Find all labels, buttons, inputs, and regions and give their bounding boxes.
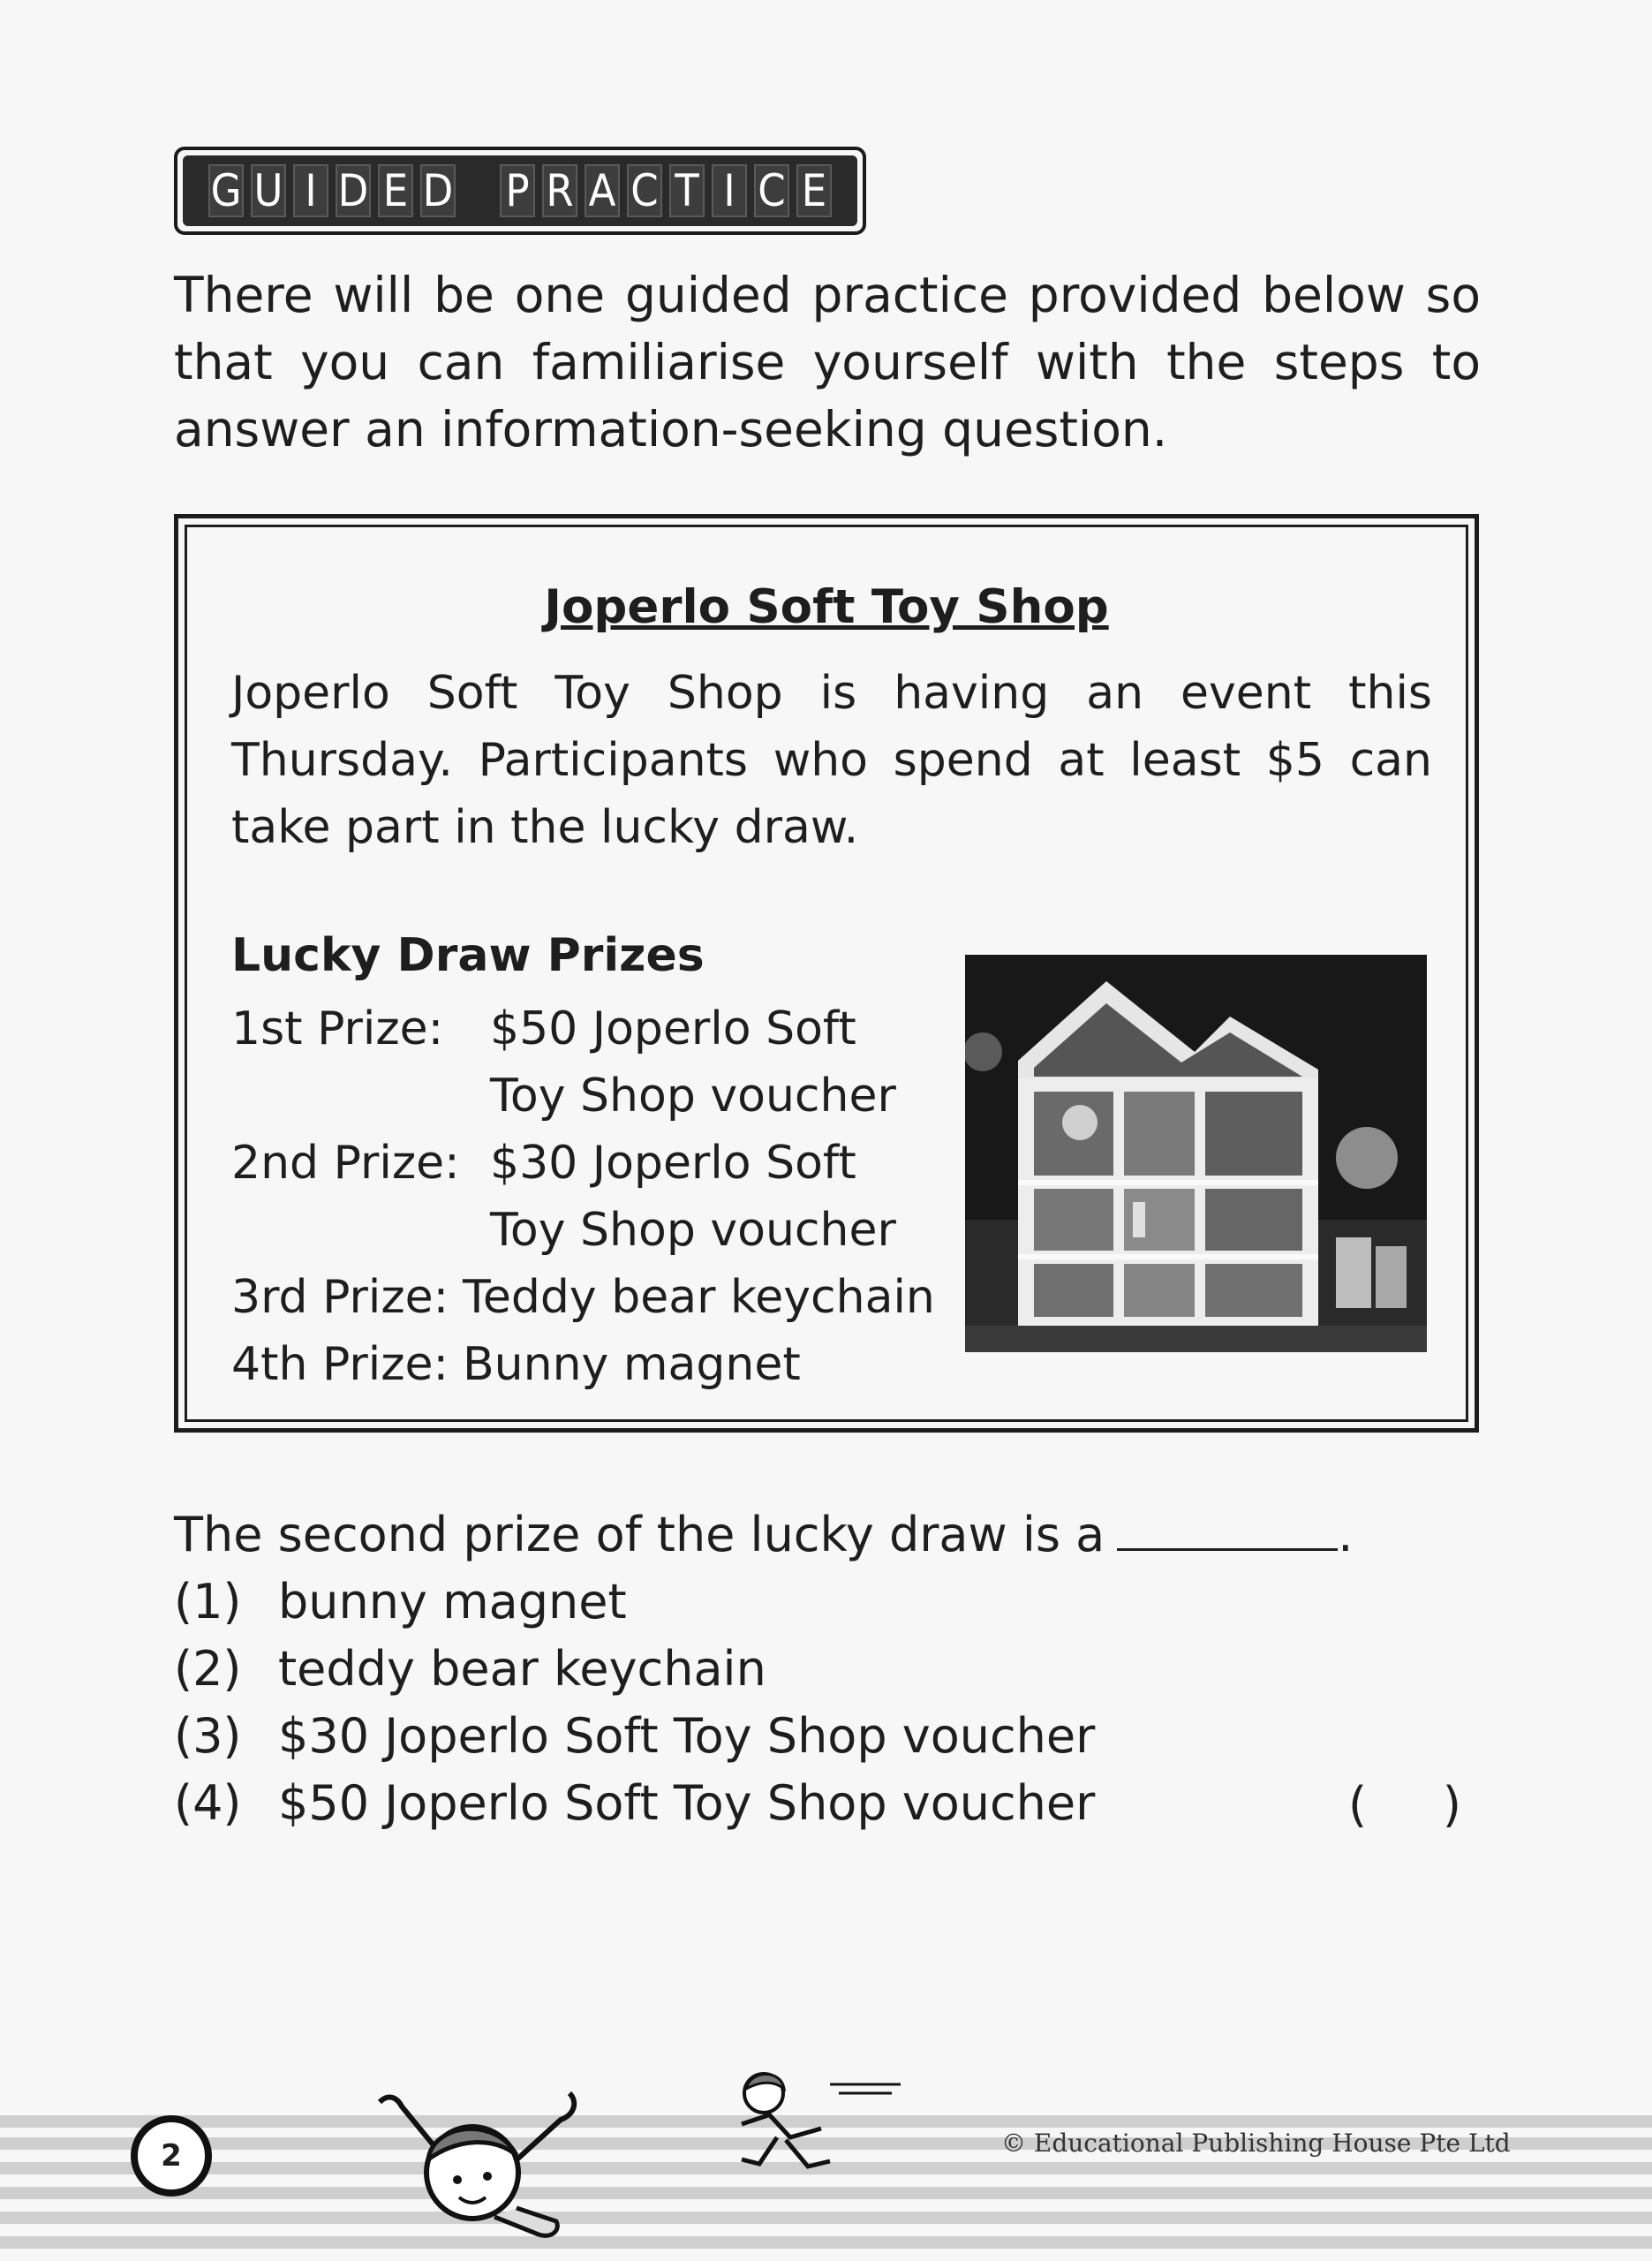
prize-label: 2nd Prize: (231, 1137, 460, 1190)
intro-paragraph: There will be one guided practice provided below so that you can familiarise yourself with the steps to answer an information-seeking question. (174, 267, 1481, 457)
banner-letter: D (420, 164, 456, 217)
banner-letter: C (627, 164, 662, 217)
prize-label: 1st Prize: (231, 1002, 444, 1055)
jumping-boy-illustration (362, 2084, 592, 2261)
option-text: $50 Joperlo Soft Toy Shop voucher (278, 1775, 1096, 1831)
option-text: bunny magnet (278, 1574, 627, 1630)
option-3 (174, 1703, 1095, 1770)
banner-letter: E (378, 164, 413, 217)
banner-letter: D (336, 164, 371, 217)
prizes-heading: Lucky Draw Prizes (231, 929, 705, 982)
option-text: teddy bear keychain (278, 1641, 766, 1697)
option-number: (4) (174, 1775, 242, 1831)
banner-letter: C (754, 164, 789, 217)
passage-paragraph: Joperlo Soft Toy Shop is having an event this Thursday. Participants who spend at least $5 can take part in the lucky draw. (231, 667, 1432, 854)
footer-stripe (0, 2187, 1652, 2199)
prize-label: 3rd Prize: (231, 1271, 449, 1324)
option-4 (174, 1770, 1095, 1837)
banner-letters (183, 155, 857, 226)
banner-letter: A (585, 164, 620, 217)
banner-letter: G (208, 164, 244, 217)
prize-text: $50 Joperlo Soft (490, 1002, 856, 1055)
banner-letter: P (500, 164, 535, 217)
option-number: (2) (174, 1641, 242, 1697)
option-2 (174, 1636, 766, 1703)
banner-letter: T (669, 164, 705, 217)
prize-label: 4th Prize: (231, 1338, 449, 1391)
page-number: 2 (131, 2115, 212, 2197)
banner-letter: E (796, 164, 832, 217)
footer-stripe (0, 2212, 1652, 2224)
prize-text: Teddy bear keychain (463, 1271, 935, 1324)
dollhouse-illustration (965, 955, 1427, 1352)
running-boy-illustration (724, 2062, 901, 2177)
option-number: (1) (174, 1574, 242, 1630)
footer-stripe (0, 2236, 1652, 2249)
prize-text: Toy Shop voucher (490, 1070, 896, 1123)
banner-letter: R (542, 164, 577, 217)
option-1 (174, 1569, 627, 1636)
prize-text: $30 Joperlo Soft (490, 1137, 856, 1190)
banner-letter: I (293, 164, 328, 217)
question-end: . (1338, 1507, 1354, 1562)
answer-bracket[interactable]: ( ) (1348, 1777, 1461, 1833)
banner-letter: I (712, 164, 747, 217)
banner-letter: U (251, 164, 286, 217)
passage-title: Joperlo Soft Toy Shop (544, 580, 1109, 634)
option-number: (3) (174, 1708, 242, 1764)
guided-practice-banner (174, 147, 866, 235)
question-text: The second prize of the lucky draw is a (174, 1507, 1105, 1562)
copyright-notice: © Educational Publishing House Pte Ltd (1001, 2129, 1511, 2158)
prize-text: Toy Shop voucher (490, 1204, 896, 1257)
question-stem (174, 1501, 1353, 1569)
prize-text: Bunny magnet (463, 1338, 801, 1391)
dollhouse-photo (965, 955, 1427, 1352)
answer-blank (1117, 1539, 1338, 1551)
option-text: $30 Joperlo Soft Toy Shop voucher (278, 1708, 1096, 1764)
